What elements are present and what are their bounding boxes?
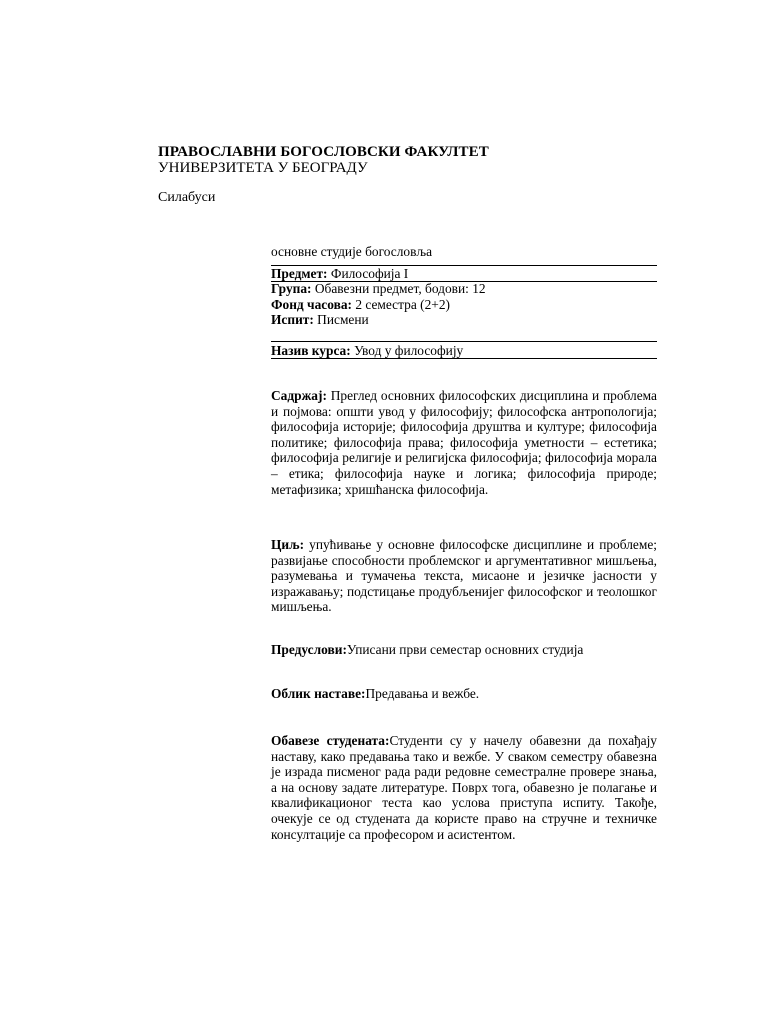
content-label: Садржај: [271, 388, 327, 403]
form-label: Облик наставе: [271, 686, 366, 701]
subject-label: Предмет: [271, 266, 328, 281]
hours-value: 2 семестра (2+2) [351, 296, 450, 312]
divider-course-top [271, 341, 657, 342]
course-label: Назив курса: [271, 343, 351, 358]
content-text: Преглед основних философских дисциплина и проблема и појмова: општи увод у философију; философска антропологија; философија историје; философија друштва и културе; философија политике; философија права; философија уметности – естетика; философија религије и религијска философија; философија морала – етика; философија науке и логика; философија природе; метафизика; хришћанска философија. [271, 388, 657, 497]
university-title: УНИВЕРЗИТЕТА У БЕОГРАДУ [158, 160, 368, 176]
divider-course-bottom [271, 358, 657, 359]
document-type: Силабуси [158, 190, 216, 205]
prereq-text: Уписани први семестар основних студија [346, 642, 584, 657]
faculty-title: ПРАВОСЛАВНИ БОГОСЛОВСКИ ФАКУЛТЕТ [158, 144, 489, 160]
form-text: Предавања и вежбе. [365, 686, 480, 701]
course-meta [271, 266, 657, 282]
exam-value: Писмени [313, 312, 369, 328]
subject-value: Философија I [327, 266, 409, 281]
course-name-row [271, 343, 657, 359]
course-value: Увод у философију [350, 343, 464, 358]
prerequisites-section [271, 642, 657, 658]
group-value: Обавезни предмет, бодови: 12 [311, 281, 486, 296]
prereq-label: Предуслови: [271, 642, 347, 657]
goal-text: упућивање у основне философске дисциплине и проблеме; развијање способности проблемског и аргументативног мишљења, разумевања и тумачења текста, мисаоне и језичке јасности у изражавању; подстицање продубљенијег философског и теолошког мишљења. [271, 537, 657, 615]
group-label: Група: [271, 281, 312, 296]
duties-text: Студенти су у начелу обавезни да похађају наставу, како предавања тако и вежбе. У сваком семестру обавезна је израда писменог рада ради редовне семестралне провере знања, а на основу задате литературе. Поврх тога, обавезно је полагање и квалификационог теста као услова приступа испиту. Такође, очекује се од студената да користе право на стручне и техничке консултације са професором и асистентом. [271, 733, 657, 842]
goal-section [271, 537, 657, 615]
content-section [271, 388, 657, 497]
group-row [271, 281, 657, 297]
hours-label: Фонд часова: [271, 296, 352, 312]
duties-label: Обавезе студената: [271, 733, 390, 748]
teaching-form-section [271, 686, 657, 702]
student-duties-section [271, 733, 657, 842]
subject-row [271, 266, 657, 282]
course-meta-rest [271, 281, 657, 328]
exam-label: Испит: [271, 312, 314, 328]
study-program: основне студије богословља [271, 244, 433, 259]
exam-row [271, 312, 657, 328]
goal-label: Циљ: [271, 537, 305, 552]
hours-row [271, 297, 657, 313]
